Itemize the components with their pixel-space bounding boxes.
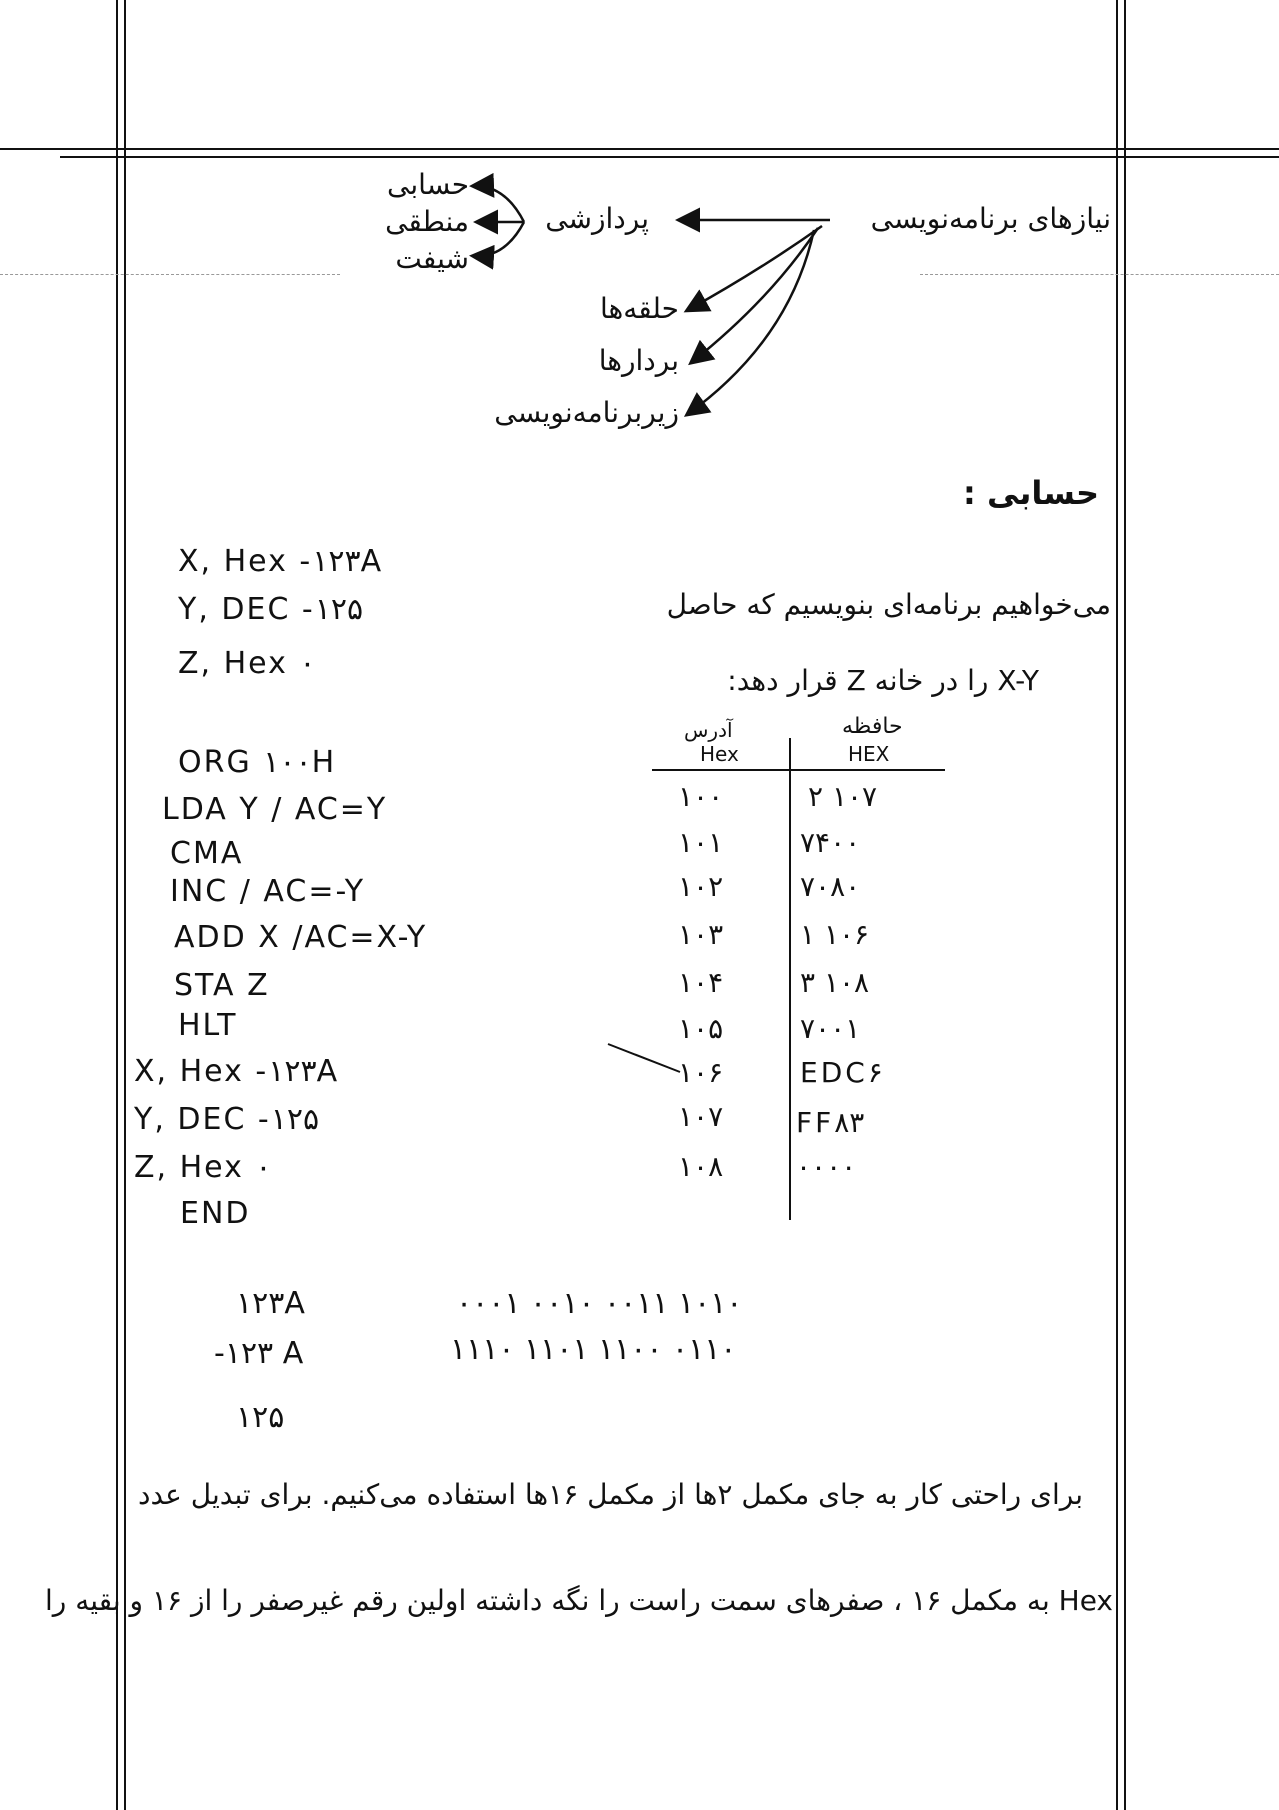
table-memory: ۷۰۸۰	[800, 870, 861, 903]
program-line: CMA	[170, 836, 244, 871]
declaration-line: X, Hex -۱۲۳A	[178, 544, 384, 579]
binary-value: ۰۰۰۱ ۰۰۱۰ ۰۰۱۱ ۱۰۱۰	[456, 1286, 743, 1321]
table-memory: ۰۰۰۰	[796, 1150, 857, 1183]
table-address: ۱۰۷	[678, 1100, 724, 1133]
table-address: ۱۰۲	[678, 870, 724, 903]
note-line-1: برای راحتی کار به جای مکمل ۲ها از مکمل ۱۶ها استفاده می‌کنیم. برای تبدیل عدد	[138, 1478, 1083, 1511]
program-line: ADD X /AC=X-Y	[174, 920, 428, 955]
table-address: ۱۰۰	[678, 780, 724, 813]
table-memory: EDC۶	[800, 1056, 883, 1089]
program-line: X, Hex -۱۲۳A	[134, 1054, 340, 1089]
table-header-address-unit: Hex	[700, 742, 739, 766]
diagram-other-child: بردارها	[598, 344, 679, 377]
diagram-processing-child: شیفت	[395, 242, 469, 275]
table-address: ۱۰۴	[678, 966, 724, 999]
table-header-memory: حافظه	[842, 714, 903, 739]
binary-label: ۱۲۵	[236, 1400, 285, 1435]
diagram-processing-child: حسابی	[387, 168, 469, 201]
note-line-2: Hex به مکمل ۱۶ ، صفرهای سمت راست را نگه داشته اولین رقم غیرصفر را از ۱۶ و بقیه را	[45, 1584, 1113, 1617]
table-header-address: آدرس	[684, 718, 733, 742]
declaration-line: Z, Hex ۰	[178, 646, 316, 681]
goal-line-2: X-Y را در خانه Z قرار دهد:	[727, 664, 1039, 697]
table-memory: ۳ ۱۰۸	[800, 966, 870, 999]
program-line: INC / AC=-Y	[170, 874, 366, 909]
table-memory: ۱ ۱۰۶	[800, 918, 870, 951]
program-line: Z, Hex ۰	[134, 1150, 272, 1185]
diagram-other-child: زیربرنامه‌نویسی	[494, 396, 679, 429]
declaration-line: Y, DEC -۱۲۵	[178, 592, 364, 627]
table-address: ۱۰۳	[678, 918, 724, 951]
diagram-processing-child: منطقی	[385, 205, 469, 238]
table-memory: ۷۰۰۱	[800, 1012, 861, 1045]
section-heading: حسابی :	[963, 474, 1099, 512]
table-header-memory-unit: HEX	[848, 742, 890, 766]
binary-label: ۱۲۳A	[236, 1286, 307, 1321]
program-line: ORG ۱۰۰H	[178, 745, 337, 780]
diagram-other-child: حلقه‌ها	[599, 292, 679, 325]
diagram-processing: پردازشی	[545, 202, 649, 235]
table-memory: ۲ ۱۰۷	[808, 780, 878, 813]
program-line: HLT	[178, 1008, 238, 1043]
table-address: ۱۰۸	[678, 1150, 724, 1183]
program-line: LDA Y / AC=Y	[162, 792, 388, 827]
goal-line-1: می‌خواهیم برنامه‌ای بنویسیم که حاصل	[666, 588, 1111, 621]
table-address: ۱۰۶	[678, 1056, 724, 1089]
binary-value: ۱۱۱۰ ۱۱۰۱ ۱۱۰۰ ۰۱۱۰	[450, 1332, 737, 1367]
program-line: Y, DEC -۱۲۵	[134, 1102, 320, 1137]
diagram-root: نیازهای برنامه‌نویسی	[870, 202, 1111, 235]
table-memory: ۷۴۰۰	[800, 826, 861, 859]
table-address: ۱۰۵	[678, 1012, 724, 1045]
table-address: ۱۰۱	[678, 826, 724, 859]
binary-label: -۱۲۳ A	[214, 1336, 306, 1371]
table-memory: FF۸۳	[796, 1106, 865, 1139]
program-line: STA Z	[174, 968, 270, 1003]
program-line: END	[180, 1196, 251, 1231]
